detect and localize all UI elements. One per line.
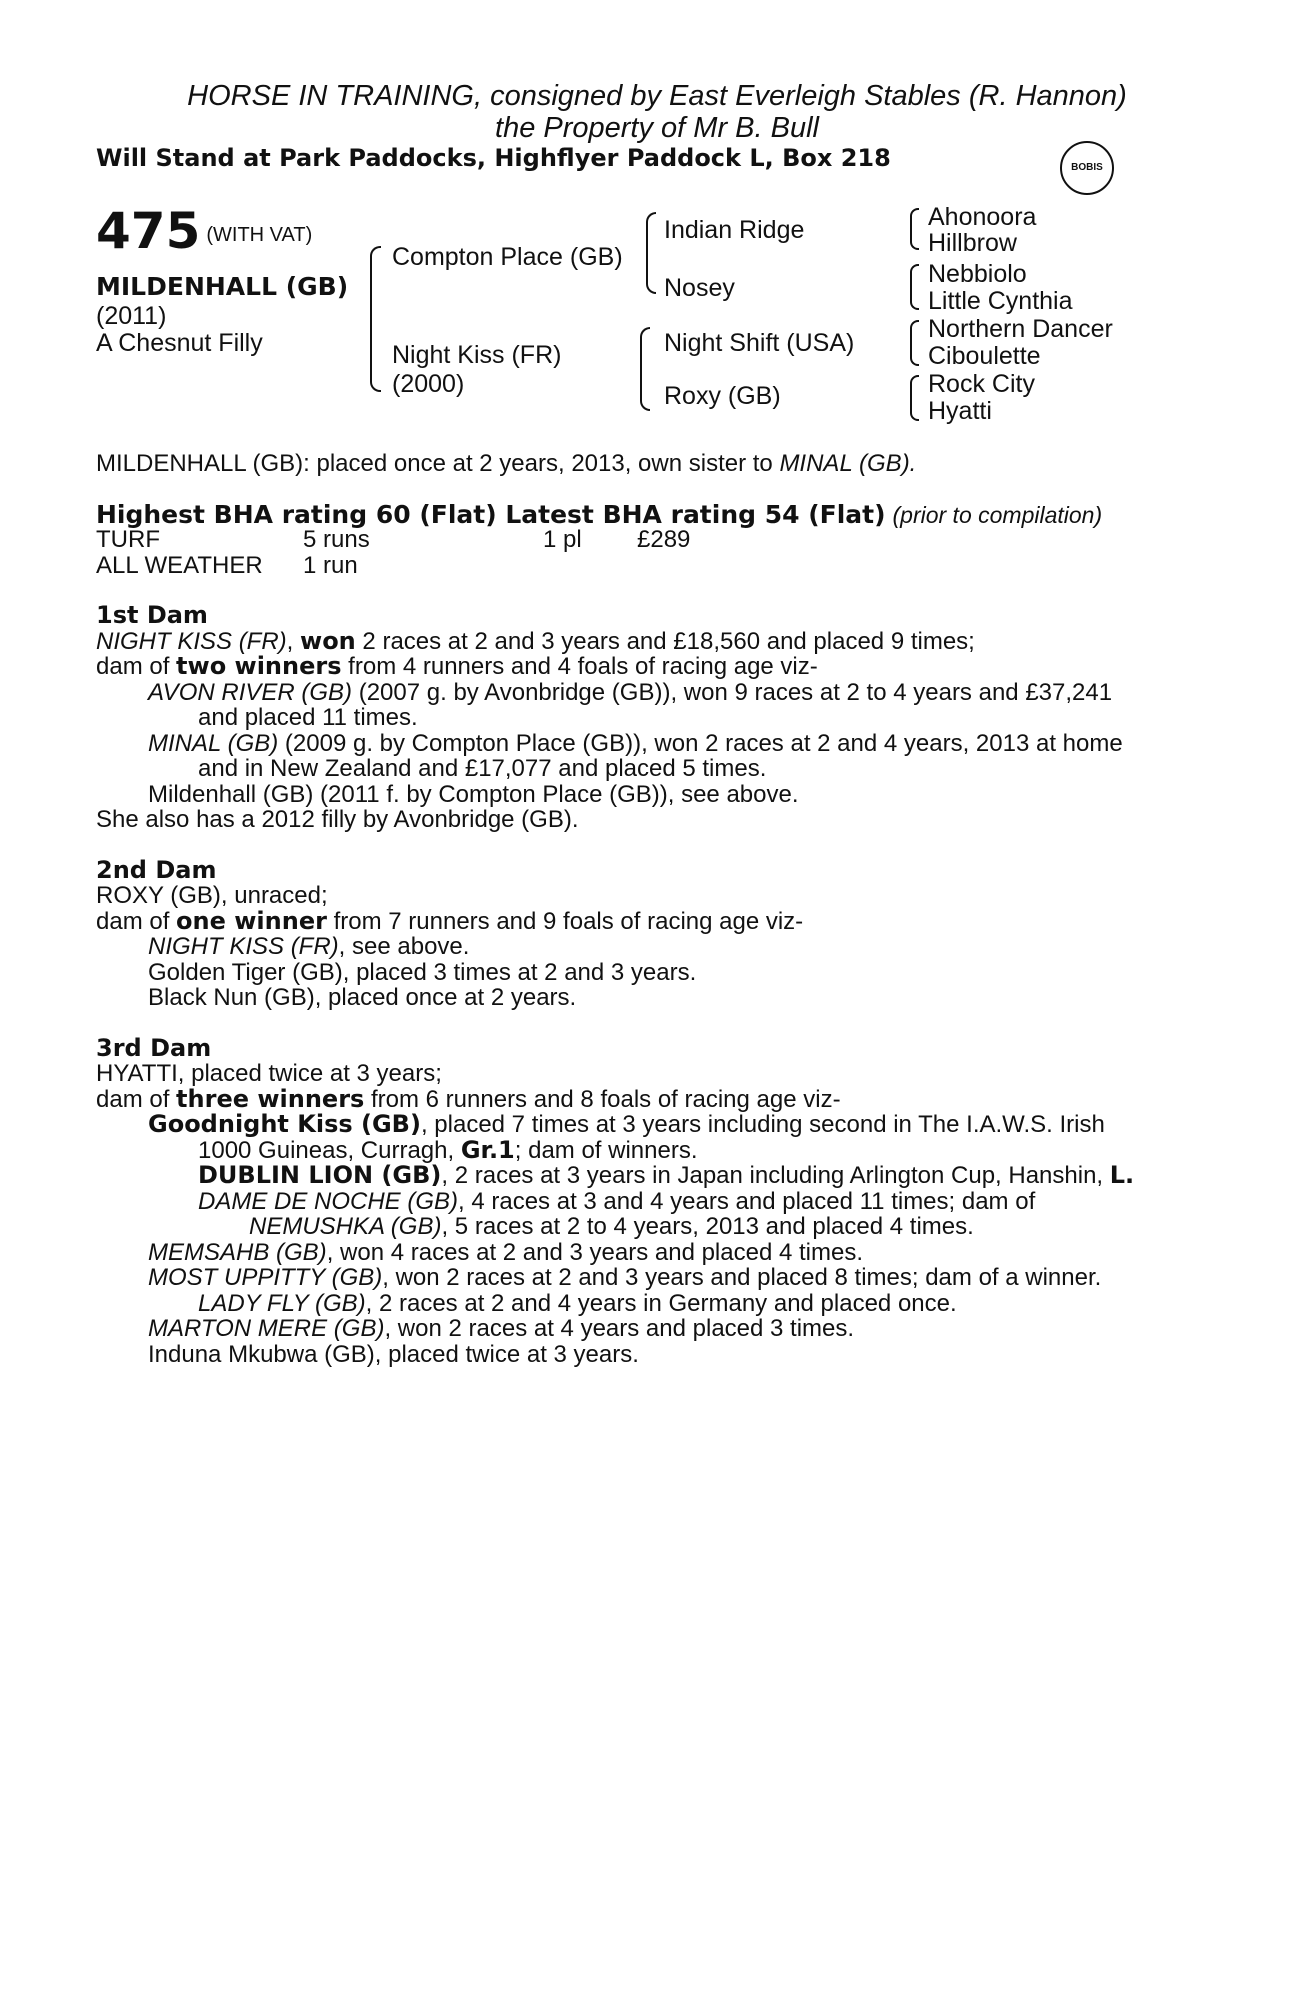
dam3-dn-name: DAME DE NOCHE (GB) — [198, 1187, 459, 1215]
dam3-goodnight-kiss — [96, 1112, 1206, 1138]
dam2-offspring-1 — [96, 934, 1206, 960]
dam-records — [96, 603, 1206, 1367]
dam3-dl-l: L. — [1109, 1161, 1135, 1189]
sire-sire: Indian Ridge — [664, 216, 805, 244]
pedigree-brace-sire — [646, 212, 656, 294]
rating-bold: Highest BHA rating 60 (Flat) Latest BHA rating 54 (Flat) — [96, 500, 886, 529]
bobis-badge-icon: BOBIS — [1060, 141, 1114, 195]
ancestor-4: Little Cynthia — [928, 287, 1073, 315]
dam3-gk-cont1: 1000 Guineas, Curragh, — [198, 1136, 461, 1164]
dam3-runners: from 6 runners and 8 foals of racing age viz- — [364, 1085, 841, 1113]
dam3-lady-fly — [96, 1291, 1206, 1317]
dam1-winners: two winners — [176, 652, 342, 680]
dam1-o1-name: AVON RIVER (GB) — [148, 678, 353, 706]
dam3-damof-label: dam of — [96, 1085, 177, 1113]
ancestor-6: Ciboulette — [928, 342, 1041, 370]
dam3-dublin-lion — [96, 1163, 1206, 1189]
ancestor-8: Hyatti — [928, 397, 992, 425]
dam3-dl-name: DUBLIN LION (GB) — [198, 1161, 442, 1189]
dam-dam: Roxy (GB) — [664, 382, 781, 410]
dam3-memsahb — [96, 1240, 1206, 1266]
horse-year: (2011) — [96, 302, 167, 330]
horse-description: A Chesnut Filly — [96, 329, 263, 357]
pedigree-brace-main — [370, 246, 381, 392]
dam2-heading: 2nd Dam — [96, 855, 217, 884]
dam3-nm-name: NEMUSHKA (GB) — [249, 1213, 442, 1240]
ancestor-2: Hillbrow — [928, 229, 1017, 257]
turf-prize: £289 — [637, 526, 691, 553]
dam2-o1-name: NIGHT KISS (FR) — [148, 933, 339, 960]
dam1-rest: 2 races at 2 and 3 years and £18,560 and placed 9 times; — [355, 627, 975, 655]
dam3-induna-mkubwa: Induna Mkubwa (GB), placed twice at 3 years. — [148, 1340, 639, 1368]
dam3-lf-name: LADY FLY (GB) — [198, 1289, 366, 1317]
dam3-lf-text: , 2 races at 2 and 4 years in Germany and placed once. — [365, 1289, 957, 1317]
turf-placed: 1 pl — [543, 526, 582, 553]
sire-name: Compton Place (GB) — [392, 243, 623, 271]
dam1-offspring-1 — [96, 680, 1206, 706]
dam2-runners: from 7 runners and 9 foals of racing age viz- — [326, 907, 804, 935]
dam2-o1-text: , see above. — [338, 933, 470, 960]
dam3-damof — [96, 1084, 1206, 1113]
summary-sister: MINAL (GB). — [779, 450, 917, 477]
horse-name: MILDENHALL (GB) — [96, 272, 349, 301]
dam1-also: She also has a 2012 filly by Avonbridge (GB). — [96, 806, 579, 833]
dam1-o1-cont: and placed 11 times. — [198, 704, 418, 731]
lot-number — [96, 204, 312, 262]
dam1-runners: from 4 runners and 4 foals of racing age viz- — [341, 653, 818, 680]
aw-runs: 1 run — [303, 552, 358, 579]
dam3-me-text: , won 4 races at 2 and 3 years and placed 4 times. — [326, 1238, 863, 1266]
dam3-dn-text: , 4 races at 3 and 4 years and placed 11 times; dam of — [458, 1187, 1036, 1215]
dam1-name: NIGHT KISS (FR) — [96, 627, 287, 655]
dam3-mm-name: MARTON MERE (GB) — [148, 1315, 385, 1342]
dam3-line1: HYATTI, placed twice at 3 years; — [96, 1060, 442, 1087]
dam3-dame-de-noche — [96, 1189, 1206, 1215]
turf-label: TURF — [96, 526, 160, 553]
dam3-mu-name: MOST UPPITTY (GB) — [148, 1264, 383, 1291]
dam1-damof — [96, 654, 1206, 680]
ancestor-5: Northern Dancer — [928, 315, 1113, 343]
ancestor-7: Rock City — [928, 370, 1035, 398]
dam1-won: won — [300, 626, 356, 655]
pedigree-brace-dam — [640, 327, 650, 411]
dam-sire: Night Shift (USA) — [664, 329, 855, 357]
dam3-nm-text: , 5 races at 2 to 4 years, 2013 and placed 4 times. — [441, 1213, 974, 1240]
dam3-nemushka — [96, 1214, 1206, 1240]
ancestor-1: Ahonoora — [928, 203, 1037, 231]
rating-note: (prior to compilation) — [892, 502, 1103, 528]
consignor-line: the Property of Mr B. Bull — [495, 112, 819, 144]
dam3-mm-text: , won 2 races at 4 years and placed 3 times. — [384, 1315, 855, 1342]
dam2-damof-label: dam of — [96, 907, 177, 935]
pedigree-brace-g3 — [910, 320, 919, 366]
lot-number-value: 475 — [96, 202, 201, 260]
dam3-most-uppitty — [96, 1265, 1206, 1291]
dam1-line: NIGHT KISS (FR), won 2 races at 2 and 3 years and £18,560 and placed 9 times; — [96, 626, 975, 655]
summary-line — [96, 450, 916, 478]
dam1-o2-name: MINAL (GB) — [148, 729, 279, 757]
dam1-offspring-3: Mildenhall (GB) (2011 f. by Compton Place (GB)), see above. — [148, 780, 799, 808]
stable-location: Will Stand at Park Paddocks, Highflyer Paddock L, Box 218 — [96, 144, 891, 172]
dam2-damof — [96, 906, 1206, 935]
dam1-o1-text: (2007 g. by Avonbridge (GB)), won 9 races at 2 to 4 years and £37,241 — [352, 678, 1113, 706]
dam3-gk-name: Goodnight Kiss (GB) — [148, 1110, 421, 1138]
ancestor-3: Nebbiolo — [928, 260, 1027, 288]
dam3-gk-cont2: ; dam of winners. — [514, 1136, 698, 1164]
dam3-mu-text: , won 2 races at 2 and 3 years and placed 8 times; dam of a winner. — [382, 1264, 1102, 1291]
dam2-winners: one winner — [176, 906, 327, 935]
pedigree-brace-g2 — [910, 264, 919, 310]
dam-name: Night Kiss (FR) — [392, 341, 562, 369]
dam-year: (2000) — [392, 370, 465, 398]
dam3-heading: 3rd Dam — [96, 1033, 212, 1062]
sire-dam: Nosey — [664, 274, 735, 302]
pedigree-brace-g1 — [910, 208, 919, 250]
turf-runs: 5 runs — [303, 526, 370, 553]
dam3-marton-mere — [96, 1316, 1206, 1342]
dam1-o2-text: (2009 g. by Compton Place (GB)), won 2 races at 2 and 4 years, 2013 at home — [278, 729, 1123, 757]
summary-text: MILDENHALL (GB): placed once at 2 years, 2013, own sister to — [96, 450, 780, 477]
rating-line — [96, 500, 1102, 530]
dam2-line1: ROXY (GB), unraced; — [96, 882, 328, 909]
vat-label: (WITH VAT) — [206, 223, 313, 246]
dam3-me-name: MEMSAHB (GB) — [148, 1238, 327, 1266]
dam3-gk-gr: Gr.1 — [460, 1135, 515, 1164]
dam1-damof-label: dam of — [96, 653, 177, 680]
dam3-gk-text: , placed 7 times at 3 years including second in The I.A.W.S. Irish — [420, 1111, 1105, 1138]
pedigree-brace-g4 — [910, 375, 919, 421]
dam1-o2-cont: and in New Zealand and £17,077 and placed 5 times. — [198, 755, 767, 782]
dam1-heading: 1st Dam — [96, 601, 208, 629]
dam2-offspring-3: Black Nun (GB), placed once at 2 years. — [148, 984, 577, 1011]
dam3-dl-text: , 2 races at 3 years in Japan including Arlington Cup, Hanshin, — [441, 1162, 1110, 1189]
dam1-offspring-2 — [96, 731, 1206, 757]
dam3-winners: three winners — [176, 1084, 365, 1113]
dam3-gk-cont — [96, 1135, 1206, 1164]
catalogue-heading: HORSE IN TRAINING, consigned by East Everleigh Stables (R. Hannon) — [187, 80, 1127, 112]
dam2-offspring-2: Golden Tiger (GB), placed 3 times at 2 and 3 years. — [148, 958, 697, 986]
aw-label: ALL WEATHER — [96, 552, 263, 579]
